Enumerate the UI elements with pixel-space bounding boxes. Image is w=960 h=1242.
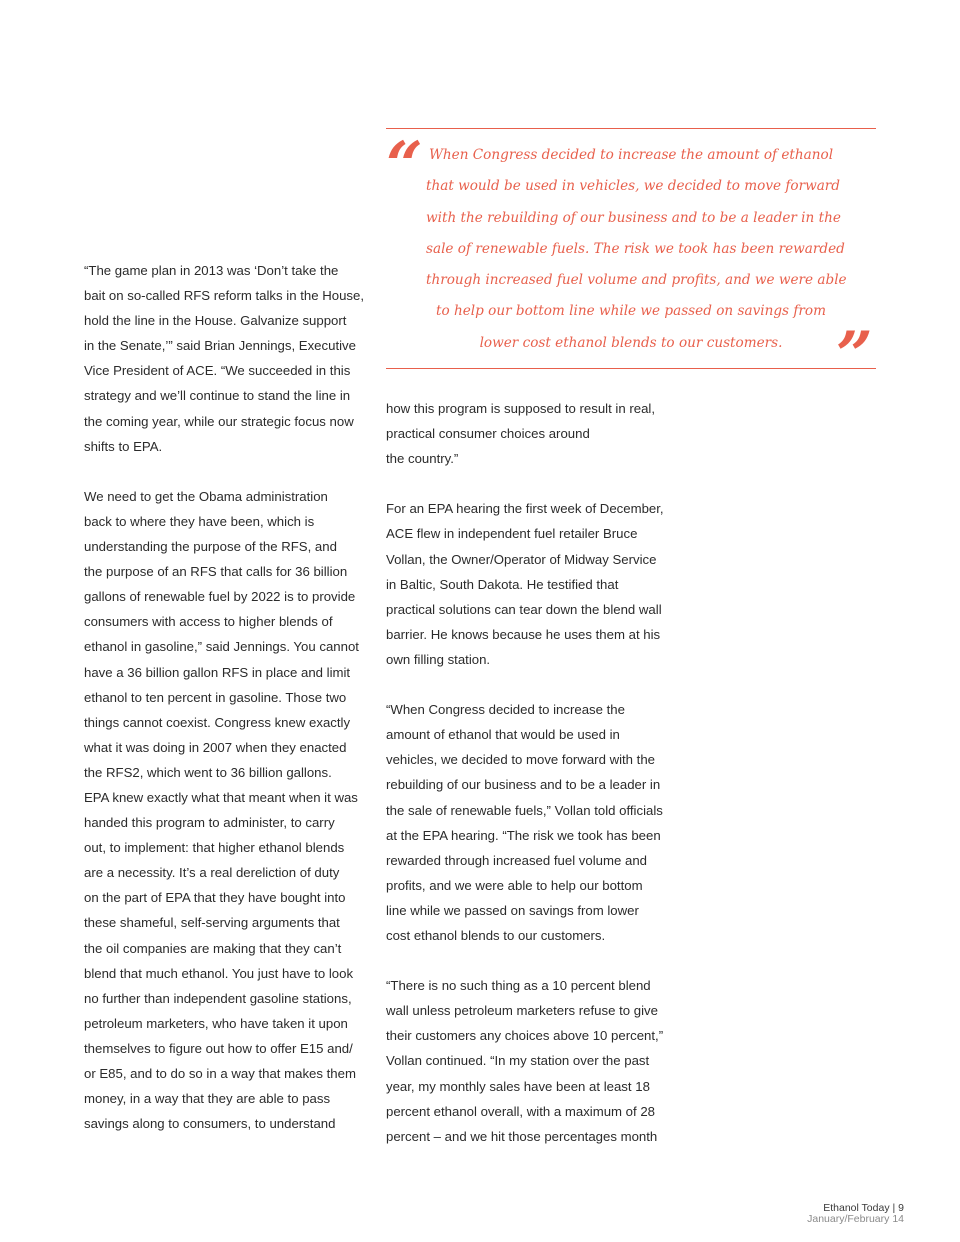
text-line: “The game plan in 2013 was ‘Don’t take the [84, 263, 339, 278]
text-line: savings along to consumers, to understand [84, 1116, 336, 1132]
text-line: handed this program to administer, to carry [84, 815, 335, 831]
text-line: wall unless petroleum marketers refuse to give [386, 1003, 658, 1019]
pull-quote-top-rule [386, 128, 876, 129]
pull-quote-line: When Congress decided to increase the amount of ethanol [428, 147, 834, 163]
article-paragraph [386, 396, 666, 471]
text-line: things cannot coexist. Congress knew exactly [84, 714, 351, 730]
open-quote-mark: “ [386, 128, 423, 203]
text-line: hold the line in the House. Galvanize support [84, 313, 347, 329]
text-line: Vollan, the Owner/Operator of Midway Service [386, 551, 657, 567]
text-line: practical solutions can tear down the blend wall [386, 601, 662, 617]
pull-quote-line: through increased fuel volume and profits, and we were able [426, 272, 847, 289]
text-line: these shameful, self-serving arguments that [84, 915, 340, 931]
text-line: For an EPA hearing the first week of December, [386, 501, 664, 517]
text-line: petroleum marketers, who have taken it upon [84, 1015, 348, 1031]
page-footer [807, 1203, 904, 1225]
article-paragraph [386, 697, 666, 948]
text-line: how this program is supposed to result in real, [386, 401, 656, 416]
text-line: back to where they have been, which is [84, 513, 315, 529]
text-line: amount of ethanol that would be used in [386, 727, 620, 743]
text-line: in the Senate,’” said Brian Jennings, Executive [84, 338, 356, 354]
text-line: strategy and we’ll continue to stand the line in [84, 388, 351, 404]
text-line: the oil companies are making that they can’t [84, 940, 342, 956]
text-line: Vice President of ACE. “We succeeded in this [84, 363, 351, 379]
article-paragraph [84, 484, 359, 1136]
text-line: ethanol in gasoline,” said Jennings. You cannot [84, 639, 359, 655]
text-line: “When Congress decided to increase the [386, 702, 625, 718]
left-article-column [84, 258, 364, 1136]
page-number: 9 [898, 1202, 904, 1214]
text-line: percent ethanol overall, with a maximum of 28 [386, 1103, 656, 1119]
pull-quote-line: sale of renewable fuels. The risk we took has been rewarded [426, 240, 845, 257]
text-line: the country.” [386, 451, 459, 467]
text-line: Vollan continued. “In my station over the past [386, 1053, 650, 1069]
issue-date: January/February 14 [807, 1213, 904, 1225]
text-line: or E85, and to do so in a way that makes them [84, 1066, 356, 1081]
text-line: the coming year, while our strategic focus now [84, 413, 354, 429]
pull-quote-line: with the rebuilding of our business and to be a leader in the [426, 209, 841, 226]
text-line: barrier. He knows because he uses them at his [386, 626, 661, 642]
text-line: rewarded through increased fuel volume and [386, 852, 647, 868]
pull-quote-bottom-rule [386, 368, 876, 369]
text-line: are a necessity. It’s a real dereliction of duty [84, 865, 340, 881]
text-line: We need to get the Obama administration [84, 488, 328, 504]
text-line: the RFS2, which went to 36 billion gallons. [84, 764, 332, 780]
text-line: money, in a way that they are able to pass [84, 1091, 331, 1107]
text-line: at the EPA hearing. “The risk we took has been [386, 827, 661, 843]
text-line: year, my monthly sales have been at least 18 [386, 1078, 650, 1094]
pull-quote-line: lower cost ethanol blends to our customers. [479, 334, 783, 351]
text-line: rebuilding of our business and to be a leader in [386, 777, 661, 793]
text-line: cost ethanol blends to our customers. [386, 927, 606, 943]
text-line: on the part of EPA that they have bought into [84, 890, 346, 906]
text-line: themselves to figure out how to offer E15 and/ [84, 1040, 353, 1056]
text-line: the sale of renewable fuels,” Vollan told officials [386, 802, 663, 818]
article-paragraph [84, 258, 364, 459]
pull-quote [386, 128, 876, 393]
article-paragraph [386, 973, 666, 1149]
text-line: EPA knew exactly what that meant when it was [84, 789, 358, 805]
text-line: what it was doing in 2007 when they enacted [84, 739, 347, 755]
pull-quote-line: that would be used in vehicles, we decided to move forward [426, 178, 841, 195]
magazine-name: Ethanol Today [823, 1202, 890, 1214]
text-line: have a 36 billion gallon RFS in place and limit [84, 664, 351, 680]
text-line: shifts to EPA. [84, 438, 163, 454]
text-line: understanding the purpose of the RFS, and [84, 539, 337, 555]
text-line: line while we passed on savings from lower [386, 902, 639, 918]
text-line: vehicles, we decided to move forward with the [386, 752, 656, 768]
text-line: consumers with access to higher blends of [84, 614, 333, 630]
text-line: the purpose of an RFS that calls for 36 billion [84, 564, 348, 580]
text-line: blend that much ethanol. You just have to look [84, 965, 354, 981]
text-line: percent – and we hit those percentages month [386, 1128, 658, 1144]
text-line: bait on so-called RFS reform talks in the House, [84, 288, 364, 304]
pull-quote-text [426, 140, 847, 359]
text-line: ACE flew in independent fuel retailer Bruce [386, 526, 638, 542]
text-line: own filling station. [386, 651, 491, 667]
text-line: gallons of renewable fuel by 2022 is to provide [84, 589, 356, 605]
text-line: practical consumer choices around [386, 426, 590, 442]
text-line: profits, and we were able to help our bottom [386, 877, 643, 893]
text-line: “There is no such thing as a 10 percent blend [386, 978, 651, 994]
folio-separator: | [892, 1202, 896, 1214]
text-line: ethanol to ten percent in gasoline. Those two [84, 689, 347, 705]
close-quote-mark: ” [836, 318, 873, 393]
text-line: in Baltic, South Dakota. He testified that [386, 576, 619, 592]
text-line: no further than independent gasoline stations, [84, 990, 352, 1006]
text-line: their customers any choices above 10 percent,” [386, 1028, 664, 1044]
article-paragraph [386, 496, 666, 672]
right-article-column [386, 396, 666, 1149]
text-line: out, to implement: that higher ethanol blends [84, 840, 345, 856]
pull-quote-line: to help our bottom line while we passed on savings from [436, 303, 826, 320]
